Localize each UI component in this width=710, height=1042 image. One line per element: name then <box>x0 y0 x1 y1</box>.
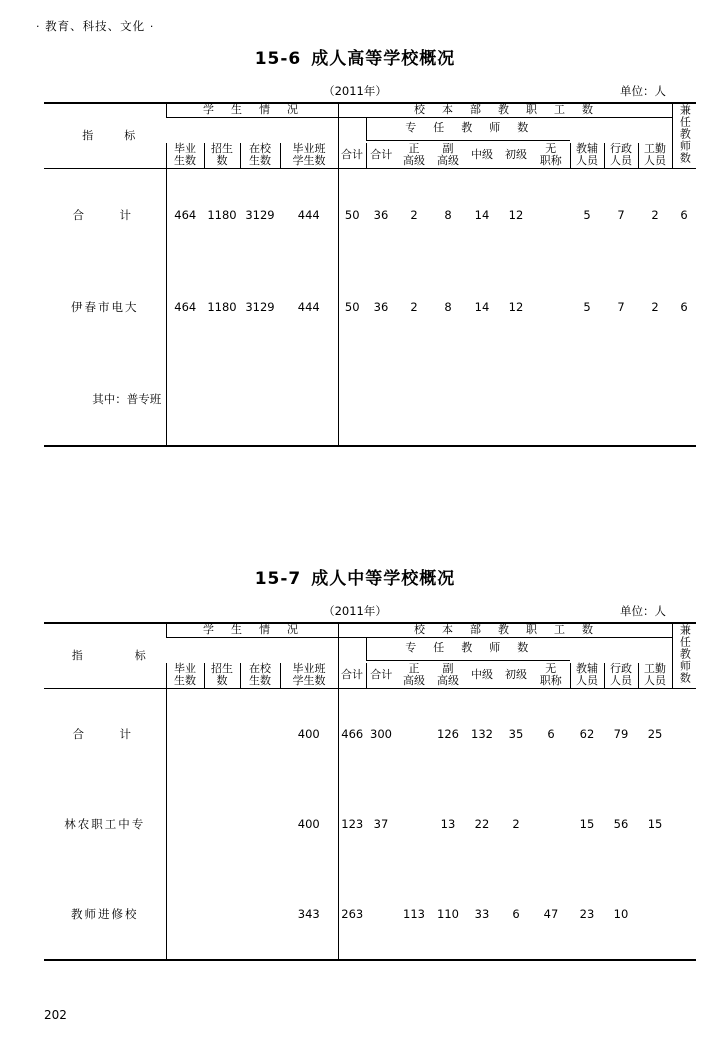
running-head <box>36 18 154 34</box>
header-spacer-support <box>570 117 672 143</box>
header-col-enrolled: 招生 数 <box>204 143 240 168</box>
table-row <box>44 168 696 261</box>
cell-staff-total: 50 <box>338 261 366 353</box>
cell-parttime: 6 <box>680 299 688 314</box>
header-col-assistant: 教辅 人员 <box>570 143 604 168</box>
row-label: 伊春市电大 <box>71 299 139 314</box>
table-title-text: 成人高等学校概况 <box>311 49 456 69</box>
header-staff-group: 校 本 部 教 职 工 数 <box>338 103 672 117</box>
cell-senior-assoc: 126 <box>432 688 464 779</box>
statistics-table-15-7 <box>44 622 696 961</box>
cell-grad-class: 400 <box>280 688 338 779</box>
header-teacher-group: 专 任 教 师 数 <box>366 637 570 660</box>
cell-enrolled <box>204 353 240 446</box>
cell-middle: 33 <box>464 869 500 960</box>
cell-admin: 10 <box>604 869 638 960</box>
header-parttime-teachers: 兼任教师数 <box>672 103 696 168</box>
running-head-text: 教育、科技、文化 <box>45 19 146 33</box>
cell-parttime <box>672 779 696 869</box>
cell-teacher-total: 36 <box>366 168 396 261</box>
header-spacer-student <box>166 117 338 143</box>
cell-admin: 7 <box>617 299 625 314</box>
cell-graduates <box>166 869 204 960</box>
cell-teacher-total: 37 <box>373 816 389 831</box>
cell-assistant: 15 <box>579 816 595 831</box>
header-col-junior: 初级 <box>505 667 527 681</box>
cell-worker: 15 <box>647 816 663 831</box>
bullet-right-icon: · <box>149 20 155 33</box>
header-col-senior-full: 正 高级 <box>403 661 425 687</box>
header-col-teacher-total: 合计 <box>366 663 396 688</box>
cell-assistant: 23 <box>570 869 604 960</box>
cell-middle: 132 <box>464 688 500 779</box>
cell-in-school <box>240 688 280 779</box>
cell-grad-class: 444 <box>297 299 320 314</box>
table-title-15-7 <box>44 564 666 589</box>
cell-junior <box>500 353 532 446</box>
header-col-junior: 初级 <box>505 147 527 161</box>
table-subhead <box>44 83 666 99</box>
table-unit: 单位：人 <box>620 84 666 98</box>
page-number: 202 <box>44 1008 67 1022</box>
header-student-group: 学 生 情 况 <box>166 103 338 117</box>
table-section-15-6 <box>44 44 692 447</box>
cell-junior: 6 <box>500 869 532 960</box>
cell-assistant: 5 <box>583 299 591 314</box>
cell-teacher-total: 300 <box>366 688 396 779</box>
header-student-group: 学 生 情 况 <box>166 623 338 637</box>
cell-grad-class <box>280 353 338 446</box>
cell-worker: 25 <box>638 688 672 779</box>
table-row <box>44 353 696 446</box>
header-index: 指 标 <box>44 623 166 688</box>
cell-senior-assoc: 8 <box>432 168 464 261</box>
cell-no-title: 47 <box>532 869 570 960</box>
cell-middle <box>464 353 500 446</box>
cell-in-school <box>240 779 280 869</box>
cell-senior-assoc: 8 <box>444 299 452 314</box>
header-col-assistant: 教辅 人员 <box>570 663 604 688</box>
header-col-middle: 中级 <box>471 667 493 681</box>
cell-staff-total: 263 <box>338 869 366 960</box>
cell-admin: 56 <box>613 816 629 831</box>
header-col-in-school: 在校 生数 <box>240 663 280 688</box>
cell-staff-total <box>338 353 366 446</box>
cell-enrolled: 1180 <box>207 299 237 314</box>
cell-graduates: 464 <box>166 261 204 353</box>
cell-in-school <box>240 353 280 446</box>
cell-no-title: 6 <box>532 688 570 779</box>
header-col-admin: 行政 人员 <box>604 663 638 688</box>
cell-no-title <box>532 353 570 446</box>
cell-enrolled <box>204 869 240 960</box>
table-number: 15-7 <box>254 569 302 589</box>
cell-graduates <box>166 688 204 779</box>
cell-admin <box>604 353 638 446</box>
header-staff-total-spacer <box>338 117 366 143</box>
cell-teacher-total <box>366 353 396 446</box>
cell-parttime <box>672 869 696 960</box>
header-row-groups <box>44 623 696 637</box>
cell-staff-total: 466 <box>338 688 366 779</box>
cell-worker: 2 <box>638 168 672 261</box>
cell-parttime <box>672 353 696 446</box>
cell-parttime: 6 <box>672 168 696 261</box>
header-col-graduates: 毕业 生数 <box>166 143 204 168</box>
table-row <box>44 261 696 353</box>
cell-senior-full <box>396 353 432 446</box>
cell-staff-total: 123 <box>338 779 366 869</box>
cell-middle: 22 <box>474 816 490 831</box>
cell-graduates: 464 <box>166 168 204 261</box>
cell-senior-full: 2 <box>396 168 432 261</box>
header-col-grad-class: 毕业班 学生数 <box>280 663 338 688</box>
cell-senior-full: 2 <box>410 299 418 314</box>
table-year: （2011年） <box>323 84 387 98</box>
cell-teacher-total: 36 <box>373 299 389 314</box>
header-col-graduates: 毕业 生数 <box>166 663 204 688</box>
cell-junior: 2 <box>512 816 520 831</box>
cell-worker: 2 <box>651 299 659 314</box>
header-col-in-school: 在校 生数 <box>240 143 280 168</box>
table-number: 15-6 <box>254 49 302 69</box>
cell-junior: 12 <box>508 299 524 314</box>
header-col-teacher-total: 合计 <box>366 143 396 168</box>
cell-staff-total: 50 <box>338 168 366 261</box>
header-col-senior-full: 正 高级 <box>403 141 425 167</box>
cell-no-title <box>532 779 570 869</box>
header-staff-total-spacer <box>338 637 366 663</box>
cell-assistant <box>570 353 604 446</box>
cell-senior-assoc <box>432 353 464 446</box>
cell-no-title <box>532 168 570 261</box>
header-row-groups <box>44 103 696 117</box>
statistics-table-15-6 <box>44 102 696 447</box>
cell-senior-assoc: 13 <box>440 816 456 831</box>
table-title-15-6 <box>44 44 666 69</box>
cell-senior-full <box>396 688 432 779</box>
cell-junior: 12 <box>500 168 532 261</box>
header-index: 指 标 <box>44 103 166 168</box>
table-row <box>44 688 696 779</box>
row-label: 教师进修校 <box>44 869 166 960</box>
cell-grad-class: 400 <box>297 816 320 831</box>
cell-in-school: 3129 <box>245 299 275 314</box>
header-col-grad-class: 毕业班 学生数 <box>280 143 338 168</box>
cell-in-school: 3129 <box>240 168 280 261</box>
cell-junior: 35 <box>500 688 532 779</box>
row-label: 合 计 <box>44 688 166 779</box>
header-col-no-title: 无 职称 <box>539 661 562 687</box>
table-row <box>44 779 696 869</box>
cell-admin: 7 <box>604 168 638 261</box>
cell-grad-class: 343 <box>280 869 338 960</box>
bullet-left-icon: · <box>36 20 41 33</box>
cell-assistant: 5 <box>570 168 604 261</box>
cell-admin: 79 <box>604 688 638 779</box>
cell-worker <box>638 353 672 446</box>
header-teacher-group: 专 任 教 师 数 <box>366 117 570 140</box>
cell-enrolled: 1180 <box>204 168 240 261</box>
cell-teacher-total <box>366 869 396 960</box>
cell-middle: 14 <box>464 168 500 261</box>
row-label: 合 计 <box>44 168 166 261</box>
table-unit: 单位：人 <box>620 604 666 618</box>
header-col-admin: 行政 人员 <box>604 143 638 168</box>
row-label: 林农职工中专 <box>64 816 146 831</box>
cell-graduates <box>166 353 204 446</box>
table-subhead <box>44 603 666 619</box>
header-col-senior-assoc: 副 高级 <box>437 661 459 687</box>
header-col-worker: 工勤 人员 <box>638 663 672 688</box>
header-col-staff-total: 合计 <box>338 663 366 688</box>
cell-senior-full <box>396 779 432 869</box>
header-staff-group: 校 本 部 教 职 工 数 <box>338 623 672 637</box>
header-spacer-student <box>166 637 338 663</box>
table-year: （2011年） <box>323 604 387 618</box>
table-title-text: 成人中等学校概况 <box>311 569 456 589</box>
cell-enrolled <box>204 779 240 869</box>
cell-parttime <box>672 688 696 779</box>
cell-worker <box>638 869 672 960</box>
header-col-enrolled: 招生 数 <box>204 663 240 688</box>
header-col-senior-assoc: 副 高级 <box>437 141 459 167</box>
cell-in-school <box>240 869 280 960</box>
header-col-worker: 工勤 人员 <box>638 143 672 168</box>
header-parttime-teachers: 兼任教师数 <box>672 623 696 688</box>
cell-no-title <box>532 261 570 353</box>
cell-senior-assoc: 110 <box>432 869 464 960</box>
cell-graduates <box>166 779 204 869</box>
header-col-no-title: 无 职称 <box>539 141 562 167</box>
row-label: 其中：普专班 <box>44 353 166 446</box>
header-col-staff-total: 合计 <box>338 143 366 168</box>
table-row <box>44 869 696 960</box>
header-spacer-support <box>570 637 672 663</box>
cell-middle: 14 <box>474 299 490 314</box>
cell-grad-class: 444 <box>280 168 338 261</box>
cell-enrolled <box>204 688 240 779</box>
header-col-middle: 中级 <box>471 147 493 161</box>
cell-assistant: 62 <box>570 688 604 779</box>
table-section-15-7 <box>44 564 692 961</box>
cell-senior-full: 113 <box>396 869 432 960</box>
